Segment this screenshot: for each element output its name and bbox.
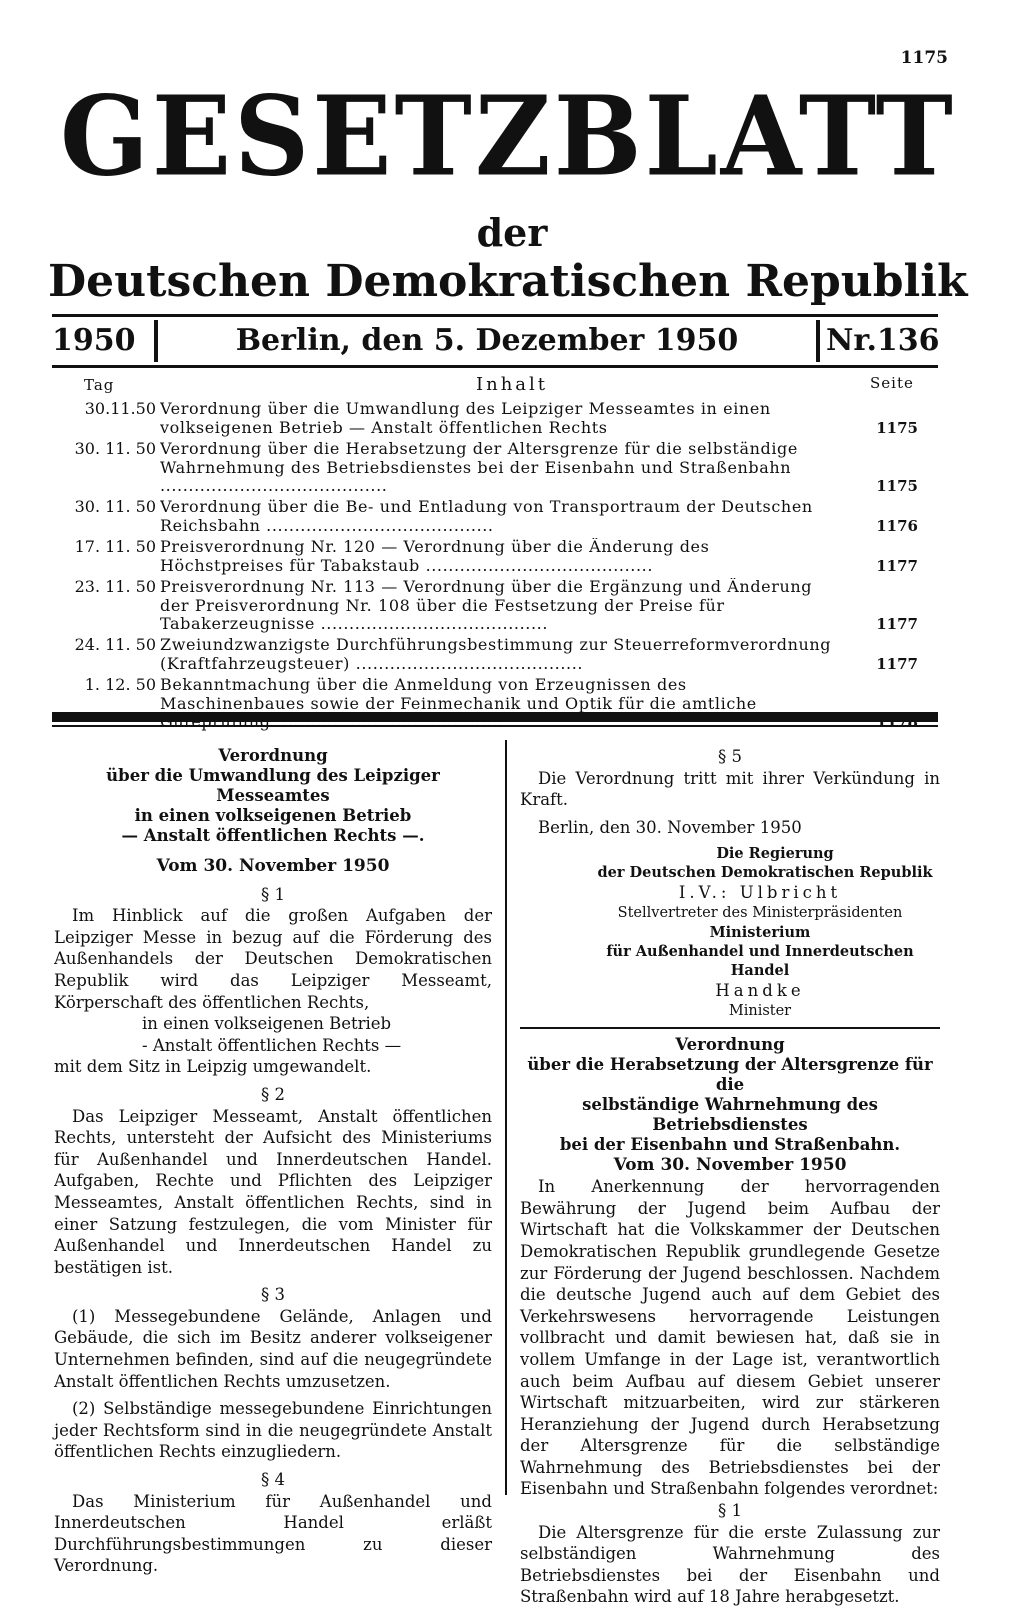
toc-entry-date: 24. 11. 50 <box>74 635 156 654</box>
decree-1-section-2-text: Das Leipziger Messeamt, Anstalt öffentlichen Rechts, untersteht der Aufsicht des Ministeriums für Außenhandel und Innerdeutschen Handel. Aufgaben, Rechte und Pflichten des Leipziger Messeamtes, Anstalt öffentlichen Rechts, sind in einer Satzung festzulegen, die vom Minister für Außenhandel und Innerdeutschen Handel zu bestätigen ist. <box>54 1106 492 1277</box>
decree-2-title-line: Verordnung <box>675 1034 785 1054</box>
decree-2-title-line: selbständige Wahrnehmung des Betriebsdienstes <box>582 1094 878 1134</box>
toc-entry <box>52 676 938 731</box>
toc-bottom-rule-thin <box>52 725 938 727</box>
left-column <box>54 746 492 1577</box>
decree-1-title-line: Verordnung <box>218 746 328 765</box>
toc-entry <box>52 440 938 495</box>
decree-1-signer-2: Handke <box>715 980 805 1000</box>
masthead-der: der <box>476 210 548 255</box>
decree-1-government-line: der Deutschen Demokratischen Republik <box>597 864 933 882</box>
decree-1-section-3-heading: § 3 <box>261 1285 285 1305</box>
decree-2-section-1-text: Die Altersgrenze für die erste Zulassung zur selbständigen Wahrnehmung des Betriebsdienstes bei der Eisenbahn und Straßenbahn wird auf 18 Jahre herabgesetzt. <box>520 1522 940 1607</box>
toc-entry-page: 1177 <box>876 556 918 575</box>
toc-entry-text: Verordnung über die Umwandlung des Leipziger Messeamtes in einen volkseigenen Betrieb — Anstalt öffentlichen Rechts <box>160 400 771 437</box>
toc-entry-date: 30. 11. 50 <box>74 497 156 516</box>
decree-2-date: Vom 30. November 1950 <box>613 1154 847 1175</box>
toc-entry-date: 30.11.50 <box>84 399 156 418</box>
decree-2-preamble: In Anerkennung der hervorragenden Bewährung der Jugend beim Aufbau der Wirtschaft hat die Volkskammer der Deutschen Demokratischen Republik grundlegende Gesetze zur Förderung der Jugend beschlossen. Nachdem die deutsche Jugend auch auf dem Gebiet des Verkehrswesens hervorragende Leistungen vollbracht und damit bewiesen hat, daß sie in vollem Umfange in der Lage ist, verantwortlich auch beim Aufbau auf diesem Gebiet unserer Wirtschaft mitzuarbeiten, wird zur stärkeren Heranziehung der Jugend durch Herabsetzung der Altersgrenze für die selbständige Wahrnehmung des Betriebsdienstes bei der Eisenbahn und Straßenbahn folgendes verordnet: <box>520 1177 940 1499</box>
decree-1-title-line: — Anstalt öffentlichen Rechts —. <box>121 826 425 845</box>
decree-1-section-1-line: mit dem Sitz in Leipzig umgewandelt. <box>54 1057 372 1077</box>
toc-entry-text: Zweiundzwanzigste Durchführungsbestimmung zur Steuerreformverordnung (Kraftfahrzeugsteuer) ........................................ <box>160 636 832 673</box>
decree-1-signer-2-title: Minister <box>728 1002 792 1019</box>
decree-1-section-2-heading: § 2 <box>261 1084 285 1104</box>
toc-entry-page: 1175 <box>876 476 918 495</box>
masthead-republic: Deutschen Demokratischen Republik <box>48 256 968 307</box>
decree-1-title <box>54 746 492 846</box>
toc-header-inhalt: Inhalt <box>475 374 549 395</box>
decree-1-place-date: Berlin, den 30. November 1950 <box>538 817 802 837</box>
toc-entry-date: 30. 11. 50 <box>74 439 156 458</box>
column-divider <box>505 740 507 1495</box>
toc-header-seite: Seite <box>870 374 914 392</box>
toc-entry-date: 1. 12. 50 <box>84 675 156 694</box>
toc-entry <box>52 400 938 437</box>
decree-1-section-1-text: Im Hinblick auf die großen Aufgaben der Leipziger Messe in bezug auf die Förderung des Außenhandels der Deutschen Demokratischen Republik wird das Leipziger Messeamt, Körperschaft des öffentlichen Rechts, <box>54 906 492 1012</box>
decree-1-section-3-paragraph-1: (1) Messegebundene Gelände, Anlagen und Gebäude, die sich im Besitz anderer volkseigener Unternehmen befinden, sind auf die neugegründete Anstalt öffentlichen Rechts umzusetzen. <box>54 1306 492 1391</box>
masthead-title <box>60 71 956 201</box>
toc-entry-page: 1177 <box>876 654 918 673</box>
decree-1-section-5-text: Die Verordnung tritt mit ihrer Verkündung in Kraft. <box>520 768 940 810</box>
toc-entry-text: Verordnung über die Herabsetzung der Altersgrenze für die selbständige Wahrnehmung des Betriebsdienstes bei der Eisenbahn und Straßenbahn ........................................ <box>160 440 798 495</box>
masthead-title-text: GESETZBLATT <box>60 71 956 201</box>
decree-1-ministry: Ministerium <box>709 923 811 941</box>
decree-2-title-line: über die Herabsetzung der Altersgrenze für die <box>527 1054 933 1094</box>
decree-1-section-1-heading: § 1 <box>261 884 285 904</box>
decree-1-government: Die Regierung <box>716 845 834 863</box>
page-number: 1175 <box>900 48 948 68</box>
decree-2-title-line: bei der Eisenbahn und Straßenbahn. <box>559 1134 901 1154</box>
decree-1-signer-1: I.V.: Ulbricht <box>678 883 842 903</box>
toc-entry-page: 1176 <box>876 516 918 535</box>
toc-header-tag: Tag <box>84 376 115 394</box>
toc-entry <box>52 538 938 575</box>
toc-entry <box>52 498 938 535</box>
toc-bottom-rule-thick <box>52 712 938 722</box>
toc-entry-text: Bekanntmachung über die Anmeldung von Erzeugnissen des Maschinenbaues sowie der Feinmechanik und Optik für die amtliche <box>160 676 757 713</box>
decree-1-title-line: in einen volkseigenen Betrieb <box>134 806 412 825</box>
toc-entry-date: 17. 11. 50 <box>74 537 156 556</box>
decree-1-section-1-line: - Anstalt öffentlichen Rechts — <box>142 1035 402 1055</box>
toc-entry <box>52 636 938 673</box>
table-of-contents <box>52 400 938 734</box>
toc-entry <box>52 578 938 633</box>
issue-bar <box>52 314 938 368</box>
issue-place-date: Berlin, den 5. Dezember 1950 <box>235 323 739 358</box>
decree-1-ministry-line: für Außenhandel und Innerdeutschen Handel <box>606 942 914 979</box>
decree-2-section-1-heading: § 1 <box>718 1501 742 1521</box>
decree-2-title <box>520 1035 940 1155</box>
decree-separator-rule <box>520 1027 940 1029</box>
toc-entry-page: 1175 <box>876 418 918 437</box>
issue-number: Nr.136 <box>816 320 938 362</box>
issue-year: 1950 <box>52 320 158 362</box>
decree-1-section-4-heading: § 4 <box>261 1470 285 1490</box>
decree-1-section-4-text: Das Ministerium für Außenhandel und Innerdeutschen Handel erläßt Durchführungsbestimmungen zu dieser Verordnung. <box>54 1491 492 1576</box>
toc-entry-text: Preisverordnung Nr. 120 — Verordnung über die Änderung des Höchstpreises für Tabakstaub ........................................ <box>160 538 710 575</box>
toc-entry-date: 23. 11. 50 <box>74 577 156 596</box>
decree-1-section-3-paragraph-2: (2) Selbständige messegebundene Einrichtungen jeder Rechtsform sind in die neugegründete Anstalt öffentlichen Rechts einzugliedern. <box>54 1399 492 1462</box>
decree-1-date: Vom 30. November 1950 <box>156 856 390 876</box>
decree-1-title-line: über die Umwandlung des Leipziger Messeamtes <box>106 766 440 805</box>
right-column <box>520 746 940 1608</box>
toc-entry-page: 1177 <box>876 614 918 633</box>
decree-1-section-1-line: in einen volkseigenen Betrieb <box>142 1014 392 1034</box>
toc-entry-text: Preisverordnung Nr. 113 — Verordnung über die Ergänzung und Änderung der Preisverordnung Nr. 108 über die Festsetzung der Preise für Tabakerzeugnisse ........................................ <box>160 578 813 633</box>
toc-entry-text: Verordnung über die Be- und Entladung von Transportraum der Deutschen Reichsbahn ........................................ <box>160 498 813 535</box>
decree-1-section-5-heading: § 5 <box>718 747 742 766</box>
decree-1-signer-1-title: Stellvertreter des Ministerpräsidenten <box>617 904 903 921</box>
